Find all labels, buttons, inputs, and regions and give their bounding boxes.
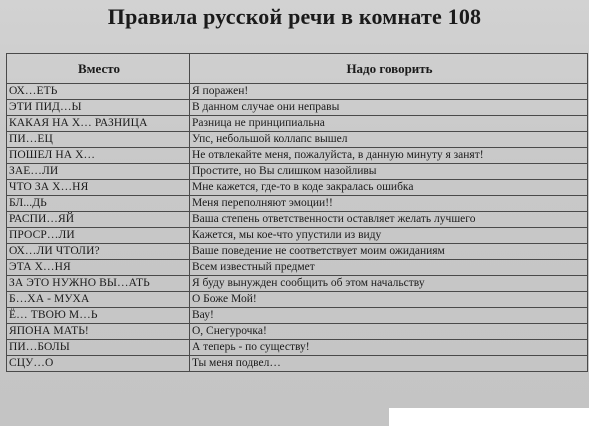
cell-should-say: Вау!: [190, 308, 588, 324]
cell-should-say: Всем известный предмет: [190, 260, 588, 276]
cell-instead: ОХ…ЛИ ЧТОЛИ?: [7, 244, 190, 260]
cell-instead: ЭТА Х…НЯ: [7, 260, 190, 276]
cell-should-say: О Боже Мой!: [190, 292, 588, 308]
table-row: [7, 180, 588, 196]
cell-should-say: Ты меня подвел…: [190, 356, 588, 372]
table-row: [7, 212, 588, 228]
cell-instead: КАКАЯ НА Х… РАЗНИЦА: [7, 116, 190, 132]
cell-instead: СЦУ…О: [7, 356, 190, 372]
cell-should-say: Я поражен!: [190, 84, 588, 100]
cell-should-say: Разница не принципиальна: [190, 116, 588, 132]
cell-instead: ПИ…БОЛЫ: [7, 340, 190, 356]
table-row: [7, 228, 588, 244]
cell-instead: ЭТИ ПИД…Ы: [7, 100, 190, 116]
cell-instead: ПОШЕЛ НА Х…: [7, 148, 190, 164]
photo-white-corner: [389, 408, 589, 426]
cell-instead: Ё… ТВОЮ М…Ь: [7, 308, 190, 324]
cell-should-say: Кажется, мы кое-что упустили из виду: [190, 228, 588, 244]
cell-should-say: Не отвлекайте меня, пожалуйста, в данную минуту я занят!: [190, 148, 588, 164]
cell-instead: ЧТО ЗА Х…НЯ: [7, 180, 190, 196]
cell-should-say: Меня переполняют эмоции!!: [190, 196, 588, 212]
table-header-row: [7, 54, 588, 84]
column-header-instead: Вместо: [7, 54, 190, 84]
table-row: [7, 356, 588, 372]
cell-instead: БЛ...ДЬ: [7, 196, 190, 212]
table-row: [7, 148, 588, 164]
cell-should-say: Простите, но Вы слишком назойливы: [190, 164, 588, 180]
cell-instead: ЗА ЭТО НУЖНО ВЫ…АТЬ: [7, 276, 190, 292]
cell-instead: ПИ…ЕЦ: [7, 132, 190, 148]
table-row: [7, 132, 588, 148]
table-row: [7, 244, 588, 260]
cell-should-say: Я буду вынужден сообщить об этом начальству: [190, 276, 588, 292]
table-row: [7, 292, 588, 308]
cell-instead: ОХ…ЕТЬ: [7, 84, 190, 100]
cell-should-say: Ваше поведение не соответствует моим ожиданиям: [190, 244, 588, 260]
cell-instead: Б…ХА - МУХА: [7, 292, 190, 308]
cell-instead: ПРОСР…ЛИ: [7, 228, 190, 244]
page-title: Правила русской речи в комнате 108: [107, 4, 482, 29]
table-row: [7, 324, 588, 340]
cell-should-say: Ваша степень ответственности оставляет желать лучшего: [190, 212, 588, 228]
cell-should-say: В данном случае они неправы: [190, 100, 588, 116]
cell-should-say: Упс, небольшой коллапс вышел: [190, 132, 588, 148]
cell-instead: ЯПОНА МАТЬ!: [7, 324, 190, 340]
table-row: [7, 164, 588, 180]
table-row: [7, 116, 588, 132]
table-row: [7, 100, 588, 116]
table-row: [7, 84, 588, 100]
cell-instead: РАСПИ…ЯЙ: [7, 212, 190, 228]
table-row: [7, 340, 588, 356]
rules-table: [6, 53, 588, 372]
table-row: [7, 308, 588, 324]
cell-instead: ЗАЕ…ЛИ: [7, 164, 190, 180]
cell-should-say: Мне кажется, где-то в коде закралась ошибка: [190, 180, 588, 196]
table-row: [7, 196, 588, 212]
cell-should-say: О, Снегурочка!: [190, 324, 588, 340]
cell-should-say: А теперь - по существу!: [190, 340, 588, 356]
table-row: [7, 260, 588, 276]
column-header-should-say: Надо говорить: [190, 54, 588, 84]
table-row: [7, 276, 588, 292]
